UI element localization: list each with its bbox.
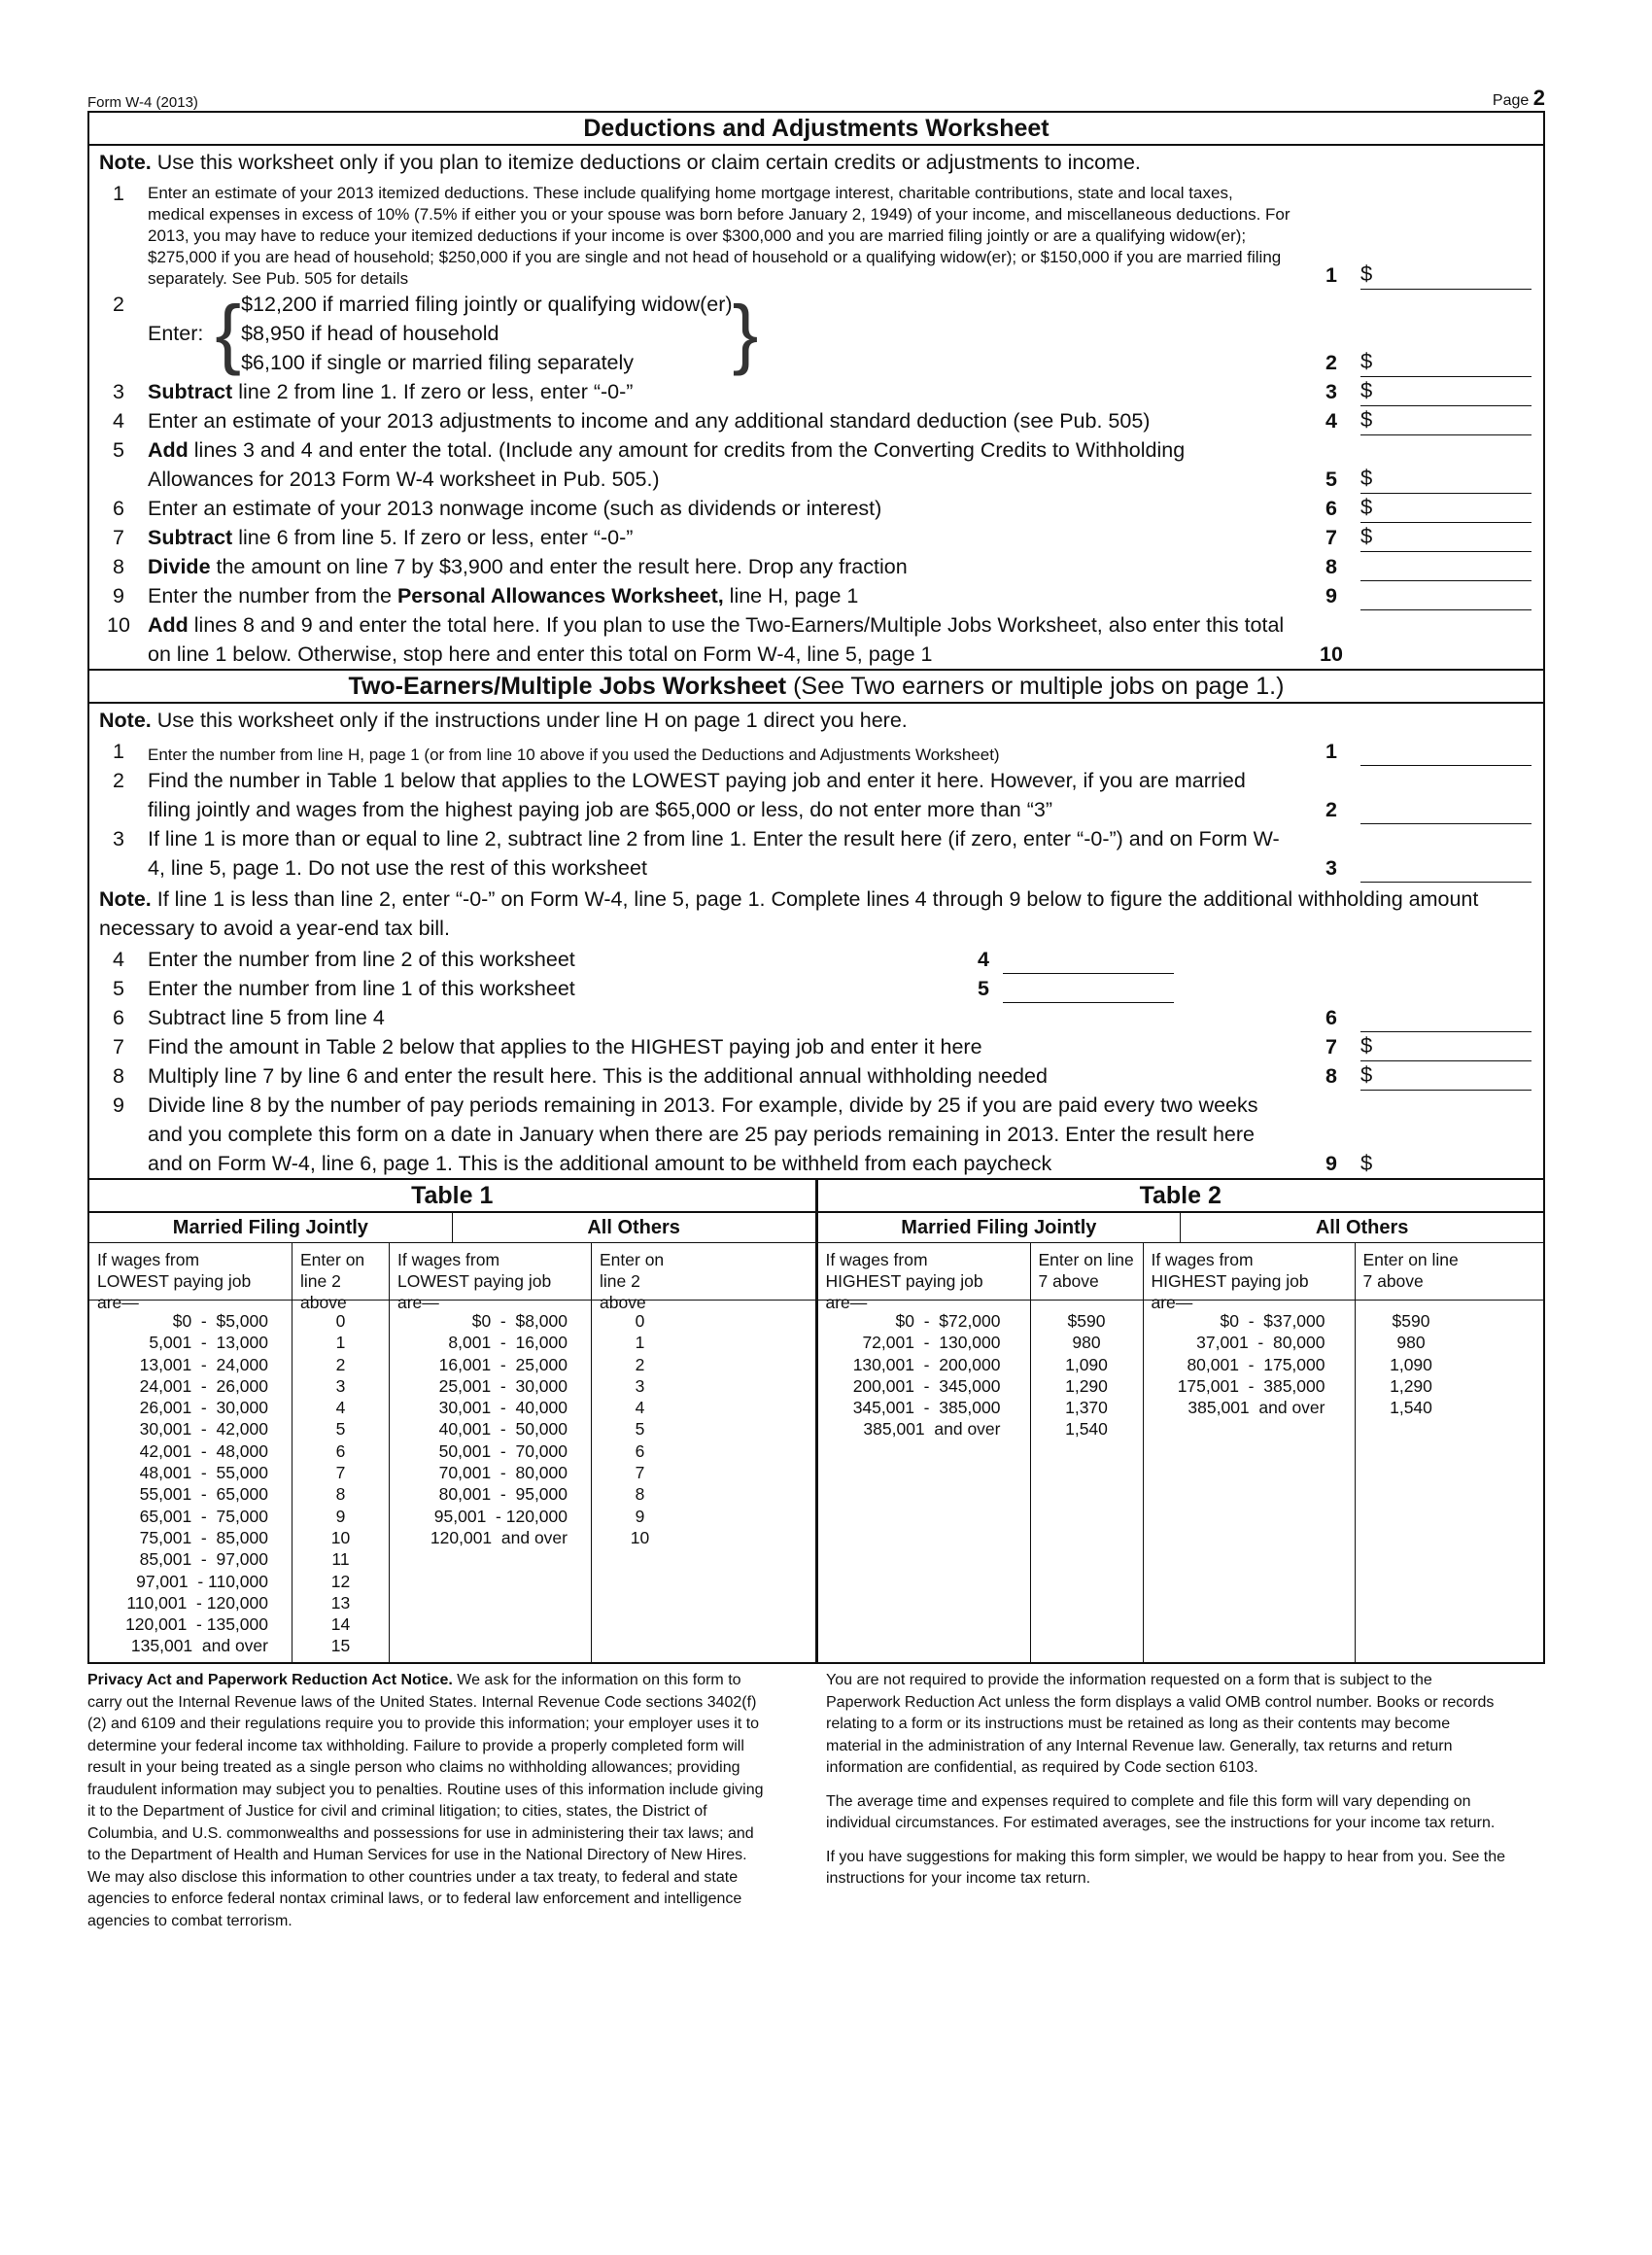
- value-cell: 10: [330, 1527, 351, 1547]
- line-number: 2: [113, 769, 124, 792]
- col-header-value: Enter on line 7 above: [1030, 1243, 1143, 1300]
- range-column: [818, 1301, 1030, 1662]
- answer-line-number: 4: [1325, 409, 1337, 433]
- value-cell: 1: [635, 1333, 645, 1353]
- table-body: [818, 1301, 1544, 1662]
- value-cell: 1,540: [1390, 1398, 1432, 1418]
- range-cell: 85,001 - 97,000: [139, 1549, 268, 1570]
- answer-line-number: 7: [1325, 1035, 1337, 1058]
- value-cell: 11: [331, 1549, 350, 1570]
- range-cell: 80,001 - 175,000: [1187, 1354, 1325, 1374]
- dollar-sign: $: [1360, 524, 1373, 548]
- answer-line-number: 1: [1325, 740, 1337, 763]
- amount-field[interactable]: [1360, 553, 1532, 581]
- line-number: 6: [113, 497, 124, 520]
- range-cell: 65,001 - 75,000: [139, 1506, 268, 1526]
- amount-field[interactable]: [1360, 854, 1532, 883]
- line-number: 3: [113, 380, 124, 403]
- worksheets-box: [87, 111, 1545, 1664]
- ws1-line-1: [89, 179, 1543, 290]
- col-header-value: Enter on line 7 above: [1355, 1243, 1467, 1300]
- range-cell: 110,001 - 120,000: [126, 1592, 268, 1613]
- bold-term: Personal Allowances Worksheet,: [396, 584, 724, 607]
- group-headers: [89, 1213, 815, 1243]
- answer-line-number: 2: [1325, 798, 1337, 821]
- line-number: 4: [113, 948, 124, 971]
- text-body: lines 3 and 4 and enter the total. (Include any amount for credits from the Converting Credits to Withholding Allowances for 2013 Form W-4 worksheet in Pub. 505.): [148, 438, 1186, 491]
- text-body: line H, page 1: [723, 584, 859, 607]
- line-number: 5: [113, 438, 124, 462]
- range-cell: 5,001 - 13,000: [149, 1333, 268, 1353]
- value-cell: 5: [335, 1419, 346, 1440]
- value-cell: 15: [330, 1636, 351, 1656]
- value-cell: 10: [630, 1527, 650, 1547]
- amount-field[interactable]: [1360, 407, 1532, 435]
- ws1-line-8: [89, 552, 1543, 581]
- line-number: 5: [113, 977, 124, 1000]
- amount-field[interactable]: [1360, 1004, 1532, 1032]
- privacy-right: You are not required to provide the information requested on a form that is subject to the Paperwork Reduction Act unless the form displays a valid OMB control number. Books or records relating to a form or its instructions must be retained as long as their contents may become material in the administration of any Internal Revenue law. Generally, tax returns and return information are confidential, as required by Code section 6103. The average time and expenses required to complete and file this form will vary depending on individual circumstances. For estimated averages, see the instructions for your income tax return. If you have suggestions for making this form simpler, we would be happy to hear from you. See the instructions for your income tax return.: [826, 1672, 1506, 1887]
- range-cell: 385,001 and over: [863, 1419, 1001, 1440]
- group-header: Married Filing Jointly: [901, 1217, 1097, 1238]
- line-text: [148, 179, 1302, 290]
- enter-label: Enter:: [148, 322, 204, 345]
- line-number: 4: [113, 409, 124, 433]
- amount-field[interactable]: [1360, 1033, 1532, 1061]
- value-cell: $590: [1392, 1311, 1430, 1331]
- amount-field[interactable]: [1360, 1062, 1532, 1091]
- line-text: [148, 406, 1302, 435]
- range-cell: 97,001 - 110,000: [136, 1571, 268, 1591]
- ws1-line-9: [89, 581, 1543, 610]
- ws1-line-10: [89, 610, 1543, 669]
- amount-field[interactable]: [1360, 349, 1532, 377]
- dollar-sign: $: [1360, 495, 1373, 519]
- value-cell: 1: [335, 1333, 346, 1353]
- range-cell: 37,001 - 80,000: [1196, 1333, 1325, 1353]
- range-cell: 30,001 - 42,000: [139, 1419, 268, 1440]
- line-number: 8: [113, 1064, 124, 1088]
- range-cell: 26,001 - 30,000: [139, 1398, 268, 1418]
- answer-line-number: 3: [1325, 380, 1337, 403]
- range-cell: 345,001 - 385,000: [852, 1398, 1001, 1418]
- value-cell: 1,540: [1065, 1419, 1108, 1440]
- range-cell: 80,001 - 95,000: [438, 1484, 568, 1505]
- line-number: 6: [113, 1006, 124, 1029]
- range-cell: 50,001 - 70,000: [438, 1440, 568, 1461]
- ws1-line-7: [89, 523, 1543, 552]
- range-cell: 385,001 and over: [1187, 1398, 1325, 1418]
- value-cell: 980: [1072, 1333, 1101, 1353]
- value-cell: 7: [635, 1463, 645, 1483]
- privacy-notice: [87, 1670, 1545, 1944]
- text-body: Enter an estimate of your 2013 nonwage income (such as dividends or interest): [148, 497, 882, 520]
- note-text: If line 1 is less than line 2, enter “-0-” on Form W-4, line 5, page 1. Complete lines 4 through 9 below to figure the additional withholding amount necessary to avoid a year-end tax bill.: [99, 887, 1479, 940]
- answer-line-number: 7: [1325, 526, 1337, 549]
- group-header: All Others: [1180, 1213, 1543, 1242]
- ws1-line-2: [89, 290, 1543, 377]
- table-2: [815, 1180, 1544, 1662]
- range-cell: 48,001 - 55,000: [139, 1463, 268, 1483]
- ws1-line-3: [89, 377, 1543, 406]
- range-cell: 95,001 - 120,000: [433, 1506, 568, 1526]
- ws2-note: Note. Use this worksheet only if the instructions under line H on page 1 direct you here.: [99, 709, 908, 732]
- line-text: Find the amount in Table 2 below that applies to the HIGHEST paying job and enter it here: [148, 1035, 982, 1058]
- page-indicator: Page 2: [1492, 86, 1545, 110]
- dollar-sign: $: [1360, 349, 1373, 373]
- range-cell: 75,001 - 85,000: [139, 1527, 268, 1547]
- line-number: 7: [113, 526, 124, 549]
- answer-line-number: 4: [978, 948, 989, 971]
- value-column: [591, 1301, 688, 1662]
- table-1: [89, 1180, 815, 1662]
- line-text: Enter the number from line 1 of this worksheet: [148, 977, 575, 1000]
- value-cell: 4: [635, 1398, 645, 1418]
- range-cell: 25,001 - 30,000: [438, 1375, 568, 1396]
- range-cell: 8,001 - 16,000: [448, 1333, 568, 1353]
- range-cell: 13,001 - 24,000: [139, 1354, 268, 1374]
- answer-line-number: 10: [1320, 642, 1343, 666]
- amount-field[interactable]: [1360, 378, 1532, 406]
- line-number: 9: [113, 1093, 124, 1117]
- bold-term: Add: [148, 613, 189, 637]
- line-number: 1: [113, 740, 124, 763]
- amount-field[interactable]: [1360, 261, 1532, 290]
- answer-line-number: 9: [1325, 1152, 1337, 1175]
- ws1-line-4: [89, 406, 1543, 435]
- answer-line-number: 6: [1325, 497, 1337, 520]
- value-cell: 1,290: [1065, 1375, 1108, 1396]
- range-cell: $0 - $8,000: [471, 1311, 568, 1331]
- value-column: [292, 1301, 389, 1662]
- range-cell: 200,001 - 345,000: [852, 1375, 1001, 1396]
- col-header-value: Enter on line 2 above: [591, 1243, 688, 1300]
- withholding-tables: [89, 1178, 1543, 1662]
- range-cell: 40,001 - 50,000: [438, 1419, 568, 1440]
- dollar-sign: $: [1360, 378, 1373, 402]
- text-prefix: Enter the number from the: [148, 584, 397, 607]
- answer-line-number: 9: [1325, 584, 1337, 607]
- value-cell: 3: [635, 1375, 645, 1396]
- range-cell: 70,001 - 80,000: [438, 1463, 568, 1483]
- bold-term: Subtract: [148, 526, 233, 549]
- col-header-range: If wages from HIGHEST paying job are—: [1143, 1243, 1355, 1300]
- line-text: Enter the number from line 2 of this worksheet: [148, 948, 575, 971]
- col-header-range: If wages from HIGHEST paying job are—: [825, 1250, 983, 1312]
- answer-line-number: 1: [1325, 263, 1337, 287]
- ws1-line-5: [89, 435, 1543, 494]
- range-cell: 24,001 - 26,000: [139, 1375, 268, 1396]
- range-cell: 120,001 and over: [430, 1527, 568, 1547]
- range-cell: 120,001 - 135,000: [125, 1614, 268, 1635]
- value-cell: 1,090: [1390, 1354, 1432, 1374]
- group-header: All Others: [452, 1213, 815, 1242]
- bold-term: Divide: [148, 555, 211, 578]
- dollar-sign: $: [1360, 1033, 1373, 1058]
- line-text: [148, 552, 1302, 581]
- right-brace: }: [732, 290, 759, 376]
- amount-field[interactable]: [1360, 466, 1532, 494]
- amount-field[interactable]: [1360, 524, 1532, 552]
- table2-title: Table 2: [818, 1180, 1544, 1213]
- range-cell: 72,001 - 130,000: [862, 1333, 1001, 1353]
- page-header: [87, 78, 1545, 111]
- bold-term: Add: [148, 438, 189, 462]
- dollar-sign: $: [1360, 407, 1373, 432]
- answer-line-number: 8: [1325, 1064, 1337, 1088]
- line-number: 7: [113, 1035, 124, 1058]
- group-header: Married Filing Jointly: [172, 1217, 368, 1238]
- value-cell: 13: [330, 1592, 351, 1613]
- value-cell: 1,290: [1390, 1375, 1432, 1396]
- range-cell: $0 - $72,000: [895, 1311, 1001, 1331]
- table1-title: Table 1: [89, 1180, 815, 1213]
- line-number: 8: [113, 555, 124, 578]
- text-body: the amount on line 7 by $3,900 and enter the result here. Drop any fraction: [210, 555, 908, 578]
- answer-line-number: 8: [1325, 555, 1337, 578]
- value-column: [1355, 1301, 1467, 1662]
- text-body: lines 8 and 9 and enter the total here. If you plan to use the Two-Earners/Multiple Jobs Worksheet, also enter this total on line 1 below. Otherwise, stop here and enter this total on Form W-4, line 5, page 1: [148, 613, 1285, 666]
- deductions-worksheet-lines: [89, 179, 1543, 669]
- range-cell: 135,001 and over: [130, 1636, 268, 1656]
- answer-line-number: 6: [1325, 1006, 1337, 1029]
- line-text: Divide line 8 by the number of pay periods remaining in 2013. For example, divide by 25 if you are paid every two weeks and you complete this form on a date in January when there are 25 pay periods remaining in 2013. Enter the result here and on Form W-4, line 6, page 1. This is the additional amount to be withheld from each paycheck: [148, 1093, 1258, 1175]
- col-header-range: If wages from LOWEST paying job are—: [389, 1243, 591, 1300]
- range-cell: 175,001 - 385,000: [1177, 1375, 1325, 1396]
- option-text: $8,950 if head of household: [241, 322, 499, 345]
- options-list: [241, 290, 732, 377]
- line-number: 3: [113, 827, 124, 850]
- amount-field[interactable]: [1360, 796, 1532, 824]
- amount-field[interactable]: [1360, 495, 1532, 523]
- dollar-sign: $: [1360, 261, 1373, 286]
- dollar-sign: $: [1360, 1151, 1373, 1175]
- line-text: [148, 581, 1302, 610]
- col-header-value: Enter on line 2 above: [292, 1243, 389, 1300]
- value-cell: 12: [330, 1571, 351, 1591]
- answer-line-number: 2: [1325, 351, 1337, 374]
- line-text: [148, 290, 1302, 377]
- value-cell: 2: [635, 1354, 645, 1374]
- ws2-line-2: [89, 766, 1543, 824]
- value-cell: 1,090: [1065, 1354, 1108, 1374]
- form-page: [87, 78, 1545, 1944]
- amount-field[interactable]: [1360, 582, 1532, 610]
- text-body: Enter an estimate of your 2013 adjustments to income and any additional standard deduction (see Pub. 505): [148, 409, 1151, 433]
- range-cell: 42,001 - 48,000: [139, 1440, 268, 1461]
- value-cell: $590: [1067, 1311, 1106, 1331]
- value-cell: 980: [1396, 1333, 1426, 1353]
- value-column: [1030, 1301, 1143, 1662]
- line-number: 9: [113, 584, 124, 607]
- value-cell: 6: [335, 1440, 346, 1461]
- line-text: [148, 610, 1302, 669]
- line-text: Enter the number from line H, page 1 (or from line 10 above if you used the Deductions and Adjustments Worksheet): [148, 746, 1000, 764]
- dollar-sign: $: [1360, 466, 1373, 490]
- line-number: 2: [113, 293, 124, 316]
- ws2-line-9: [89, 1091, 1543, 1178]
- ws1-line-6: [89, 494, 1543, 523]
- range-cell: 130,001 - 200,000: [852, 1354, 1001, 1374]
- ws2-line-3: [89, 824, 1543, 883]
- answer-line-number: 5: [1325, 468, 1337, 491]
- privacy-left: Privacy Act and Paperwork Reduction Act Notice. We ask for the information on this form to carry out the Internal Revenue laws of the United States. Internal Revenue Code sections 3402(f)(2) and 6109 and their regulations require you to provide this information; your employer uses it to determine your federal income tax withholding. Failure to provide a properly completed form will result in your being treated as a single person who claims no withholding allowances; providing fraudulent information may subject you to penalties. Routine uses of this information include giving it to the Department of Justice for civil and criminal litigation; to cities, states, the District of Columbia, and U.S. commonwealths and possessions for use in administering their tax laws; and to the Department of Health and Human Services for use in the National Directory of New Hires. We may also disclose this information to other countries under a tax treaty, to federal and state agencies to enforce federal nontax criminal laws, or to federal law enforcement and intelligence agencies to combat terrorism.: [87, 1672, 764, 1929]
- answer-line-number: 5: [978, 977, 989, 1000]
- value-cell: 0: [335, 1311, 346, 1331]
- amount-field[interactable]: [1003, 975, 1174, 1003]
- value-cell: 1,370: [1065, 1398, 1108, 1418]
- text-body: line 2 from line 1. If zero or less, enter “-0-”: [232, 380, 634, 403]
- range-cell: 55,001 - 65,000: [139, 1484, 268, 1505]
- ws2-line-1: [89, 737, 1543, 766]
- left-brace: {: [215, 290, 242, 376]
- line-text: [148, 494, 1302, 523]
- value-cell: 9: [335, 1506, 346, 1526]
- amount-field[interactable]: [1360, 1151, 1532, 1178]
- ws2-line-4: [89, 945, 1543, 974]
- form-name: Form W-4 (2013): [87, 94, 198, 111]
- ws2-line-8: [89, 1061, 1543, 1091]
- two-earners-worksheet-title: Two-Earners/Multiple Jobs Worksheet (See Two earners or multiple jobs on page 1.): [89, 669, 1543, 704]
- two-earners-worksheet-lines: [89, 737, 1543, 1178]
- amount-field[interactable]: [1003, 946, 1174, 974]
- value-cell: 9: [635, 1506, 645, 1526]
- ws2-note-2: [89, 883, 1543, 945]
- answer-line-number: 3: [1325, 856, 1337, 880]
- ws2-line-6: [89, 1003, 1543, 1032]
- line-number: 1: [113, 182, 124, 205]
- ws2-line-5: [89, 974, 1543, 1003]
- range-cell: $0 - $37,000: [1220, 1311, 1325, 1331]
- range-cell: 30,001 - 40,000: [438, 1398, 568, 1418]
- group-headers: [818, 1213, 1544, 1243]
- value-cell: 8: [335, 1484, 346, 1505]
- range-column: [89, 1301, 292, 1662]
- line-text: [148, 523, 1302, 552]
- line-text: Multiply line 7 by line 6 and enter the result here. This is the additional annual withholding needed: [148, 1064, 1048, 1088]
- value-cell: 14: [330, 1614, 351, 1635]
- amount-field[interactable]: [1360, 738, 1532, 766]
- value-cell: 8: [635, 1484, 645, 1505]
- line-text: [148, 435, 1302, 494]
- table-body: [89, 1301, 815, 1662]
- amount-field[interactable]: [1360, 642, 1532, 669]
- value-cell: 3: [335, 1375, 346, 1396]
- ws2-line-7: [89, 1032, 1543, 1061]
- text-body: line 6 from line 5. If zero or less, enter “-0-”: [232, 526, 634, 549]
- value-cell: 6: [635, 1440, 645, 1461]
- note-label: Note.: [99, 887, 152, 911]
- column-headers: [818, 1243, 1544, 1312]
- ws1-note: Note. Use this worksheet only if you plan to itemize deductions or claim certain credits or adjustments to income.: [99, 151, 1141, 174]
- range-cell: $0 - $5,000: [172, 1311, 268, 1331]
- value-cell: 0: [635, 1311, 645, 1331]
- range-cell: 16,001 - 25,000: [438, 1354, 568, 1374]
- option-text: $6,100 if single or married filing separately: [241, 351, 635, 374]
- line-text: Subtract line 5 from line 4: [148, 1006, 385, 1029]
- col-header-range: If wages from LOWEST paying job are—: [97, 1250, 252, 1312]
- range-column: [1143, 1301, 1355, 1662]
- range-column: [389, 1301, 591, 1662]
- bold-term: Subtract: [148, 380, 233, 403]
- column-headers: [89, 1243, 815, 1312]
- text-body: Enter an estimate of your 2013 itemized deductions. These include qualifying home mortgage interest, charitable contributions, state and local taxes, medical expenses in excess of 10% (7.5% if either you or your spouse was born before January 2, 1949) of your income, and miscellaneous deductions. For 2013, you may have to reduce your itemized deductions if your income is over $300,000 and you are married filing jointly or are a qualifying widow(er); $275,000 if you are head of household; $250,000 if you are single and not head of household or a qualifying widow(er); or $150,000 if you are married filing separately. See Pub. 505 for details: [148, 184, 1291, 288]
- dollar-sign: $: [1360, 1062, 1373, 1087]
- enter-options: [148, 290, 1292, 377]
- option-text: $12,200 if married filing jointly or qualifying widow(er): [241, 293, 733, 316]
- line-text: If line 1 is more than or equal to line 2, subtract line 2 from line 1. Enter the result here (if zero, enter “-0-”) and on Form W-4, line 5, page 1. Do not use the rest of this worksheet: [148, 827, 1280, 880]
- deductions-worksheet-title: Deductions and Adjustments Worksheet: [89, 113, 1543, 146]
- line-number: 10: [107, 613, 130, 637]
- line-text: Find the number in Table 1 below that applies to the LOWEST paying job and enter it here. However, if you are married filing jointly and wages from the highest paying job are $65,000 or less, do not enter more than “3”: [148, 769, 1246, 821]
- value-cell: 4: [335, 1398, 346, 1418]
- line-text: [148, 377, 1302, 406]
- value-cell: 7: [335, 1463, 346, 1483]
- value-cell: 5: [635, 1419, 645, 1440]
- value-cell: 2: [335, 1354, 346, 1374]
